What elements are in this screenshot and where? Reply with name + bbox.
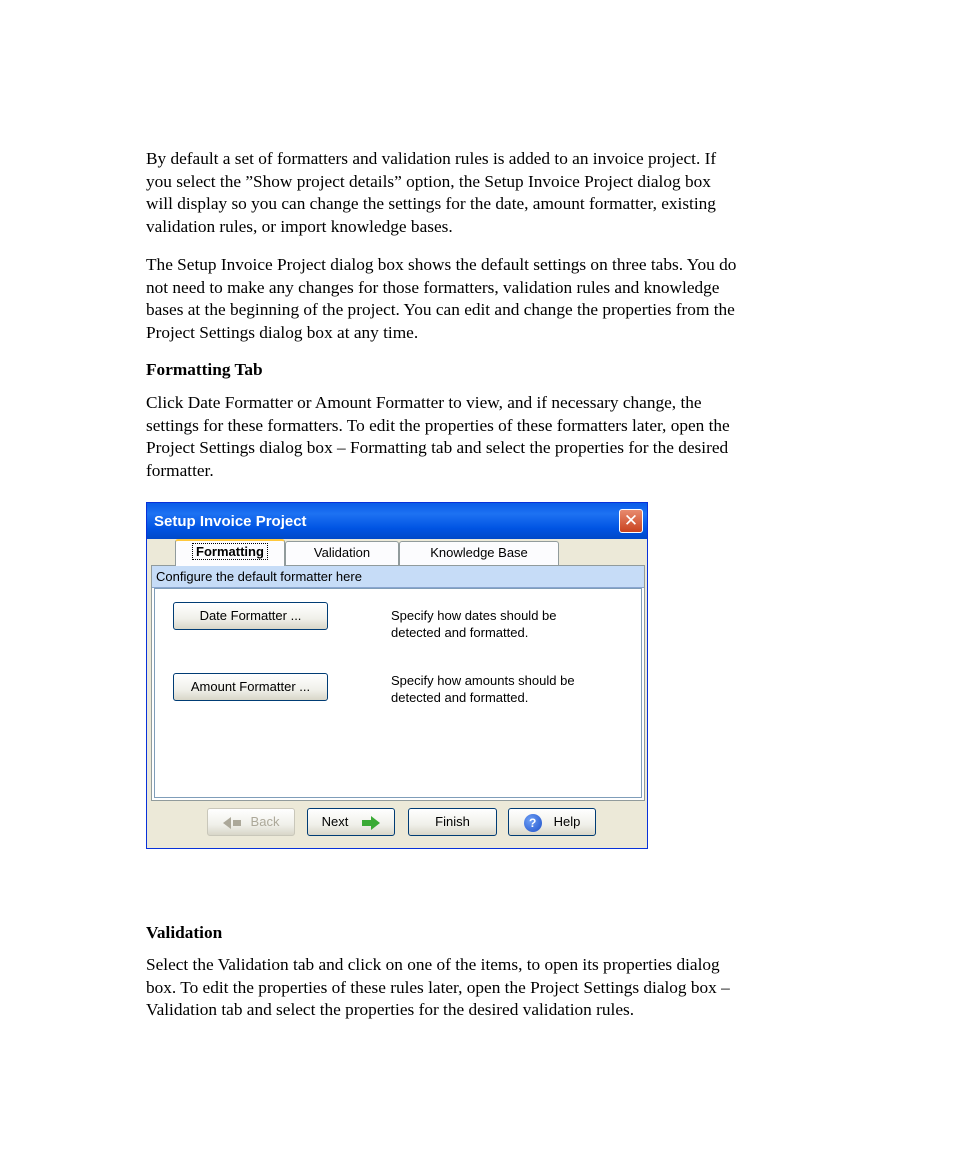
validation-paragraph bbox=[146, 954, 836, 1022]
text-line: bases at the beginning of the project. You can edit and change the properties from the bbox=[146, 300, 735, 319]
panel-content bbox=[154, 588, 642, 798]
finish-button[interactable]: Finish bbox=[408, 808, 497, 836]
description-line: Specify how amounts should be bbox=[391, 673, 575, 688]
date-formatter-button[interactable]: Date Formatter ... bbox=[173, 602, 328, 630]
back-label: Back bbox=[250, 814, 280, 829]
panel-header: Configure the default formatter here bbox=[152, 566, 644, 588]
formatting-tab-heading: Formatting Tab bbox=[146, 360, 263, 379]
close-button[interactable] bbox=[619, 509, 643, 533]
text-line: box. To edit the properties of these rules later, open the Project Settings dialog box – bbox=[146, 977, 730, 997]
help-button[interactable] bbox=[508, 808, 596, 836]
text-line: formatter. bbox=[146, 460, 214, 480]
next-arrow-tail bbox=[362, 820, 371, 826]
text-line: By default a set of formatters and validation rules is added to an invoice project. If bbox=[146, 149, 717, 168]
intro-paragraph bbox=[146, 148, 836, 238]
tab-label: Knowledge Base bbox=[430, 545, 528, 560]
next-label: Next bbox=[321, 814, 349, 829]
close-icon: ✕ bbox=[623, 511, 639, 530]
text-line: settings for these formatters. To edit the properties of these formatters later, open the bbox=[146, 415, 730, 435]
text-line: validation rules, or import knowledge bases. bbox=[146, 216, 453, 236]
formatting-paragraph bbox=[146, 392, 836, 482]
tab-label: Validation bbox=[313, 545, 371, 560]
text-line: will display so you can change the settings for the date, amount formatter, existing bbox=[146, 194, 716, 213]
tab-knowledge-base[interactable] bbox=[399, 541, 559, 565]
text-line: Click Date Formatter or Amount Formatter to view, and if necessary change, the bbox=[146, 393, 702, 412]
description-line: detected and formatted. bbox=[391, 625, 529, 640]
description-line: Specify how dates should be bbox=[391, 608, 557, 623]
next-button[interactable] bbox=[307, 808, 395, 836]
amount-formatter-button[interactable]: Amount Formatter ... bbox=[173, 673, 328, 701]
validation-heading: Validation bbox=[146, 923, 223, 942]
next-arrow-icon bbox=[371, 816, 380, 830]
tab-strip bbox=[151, 539, 645, 565]
text-line: The Setup Invoice Project dialog box shows the default settings on three tabs. You do bbox=[146, 255, 737, 274]
back-arrow-tail bbox=[233, 820, 241, 826]
description-line: detected and formatted. bbox=[391, 690, 529, 705]
date-formatter-description bbox=[391, 607, 611, 641]
dialog-titlebar[interactable] bbox=[147, 503, 647, 539]
back-button[interactable] bbox=[207, 808, 295, 836]
back-arrow-icon bbox=[223, 817, 231, 829]
tab-formatting[interactable] bbox=[175, 539, 285, 566]
text-line: not need to make any changes for those formatters, validation rules and knowledge bbox=[146, 277, 720, 297]
tab-validation[interactable] bbox=[285, 541, 399, 565]
help-icon: ? bbox=[524, 814, 542, 832]
settings-paragraph bbox=[146, 254, 836, 344]
tab-panel bbox=[151, 565, 645, 801]
setup-invoice-project-dialog bbox=[146, 502, 648, 849]
help-label: Help bbox=[553, 814, 581, 829]
text-line: you select the ”Show project details” option, the Setup Invoice Project dialog box bbox=[146, 171, 711, 191]
text-line: Project Settings dialog box – Formatting tab and select the properties for the desired bbox=[146, 438, 729, 457]
text-line: Project Settings dialog box at any time. bbox=[146, 322, 419, 342]
tab-label: Formatting bbox=[193, 544, 267, 559]
text-line: Select the Validation tab and click on one of the items, to open its properties dialog bbox=[146, 955, 720, 974]
amount-formatter-description bbox=[391, 672, 611, 706]
dialog-title: Setup Invoice Project bbox=[154, 513, 307, 530]
text-line: Validation tab and select the properties for the desired validation rules. bbox=[146, 1000, 635, 1019]
